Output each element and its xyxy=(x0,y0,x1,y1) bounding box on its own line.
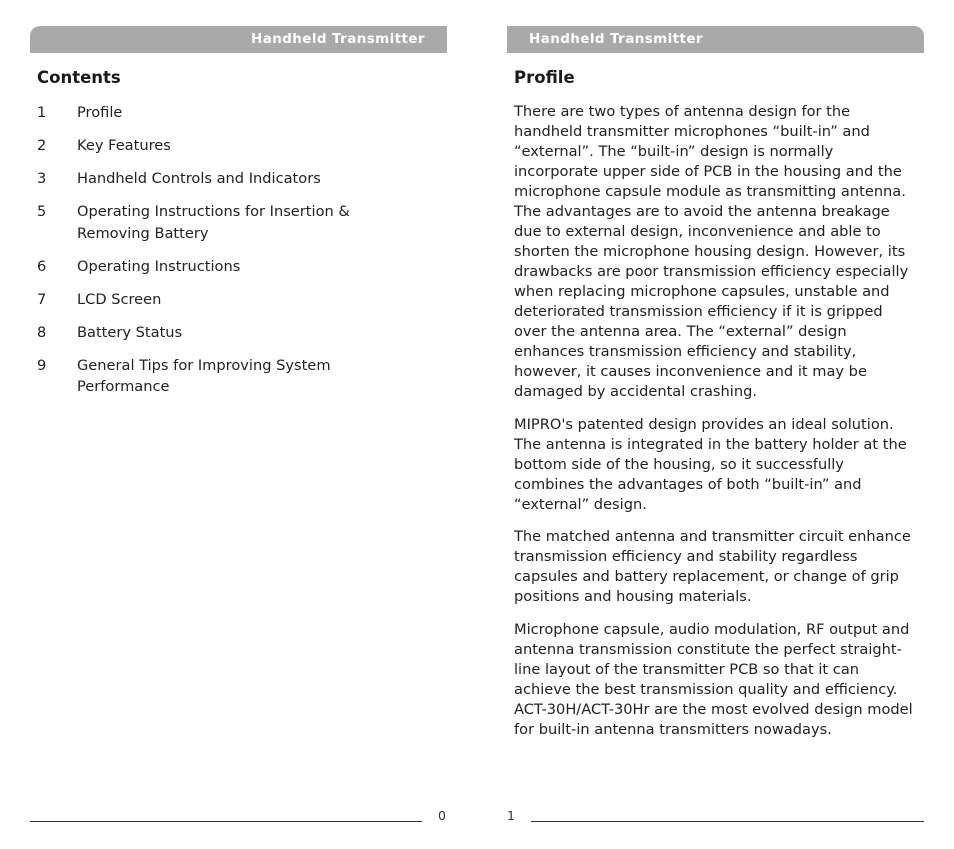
toc-item-number: 6 xyxy=(37,257,47,275)
profile-paragraph: Microphone capsule, audio modulation, RF output and antenna transmission constitute the perfect straight-line layout of the transmitter PCB so that it can achieve the best transmission quality and efficiency. ACT-30H/ACT-30Hr are the most evolved design model for built-in antenna transmitters nowadays. xyxy=(514,620,913,738)
left-header-title: Handheld Transmitter xyxy=(251,31,425,47)
toc-item[interactable] xyxy=(37,135,417,157)
toc-item-number: 7 xyxy=(37,290,47,308)
toc-item-number: 8 xyxy=(37,323,47,341)
right-page-number: 1 xyxy=(507,808,515,823)
toc-item-label: LCD Screen xyxy=(77,290,162,308)
profile-paragraph: The matched antenna and transmitter circuit enhance transmission efficiency and stability regardless capsules and battery replacement, or change of grip positions and housing materials. xyxy=(514,528,911,605)
left-footer-rule xyxy=(30,821,422,822)
toc-item[interactable] xyxy=(37,168,417,190)
toc-item-label: Profile xyxy=(77,104,123,121)
toc-item-number: 1 xyxy=(37,104,47,121)
toc-item-label: Battery Status xyxy=(77,323,183,341)
toc-item[interactable] xyxy=(37,322,417,344)
right-page xyxy=(477,0,954,849)
toc-item[interactable] xyxy=(37,102,417,124)
table-of-contents xyxy=(37,102,417,409)
toc-item-label: General Tips for Improving System Performance xyxy=(77,356,331,395)
toc-item-label: Handheld Controls and Indicators xyxy=(77,170,321,187)
toc-item[interactable] xyxy=(37,201,417,244)
right-header-title: Handheld Transmitter xyxy=(529,31,703,47)
toc-item-number: 5 xyxy=(37,203,47,220)
toc-item-number: 3 xyxy=(37,170,47,187)
toc-item[interactable] xyxy=(37,289,417,311)
left-page-number: 0 xyxy=(438,808,446,823)
toc-item-label: Operating Instructions xyxy=(77,257,241,275)
right-header-bar xyxy=(507,26,924,53)
toc-item[interactable] xyxy=(37,355,417,398)
toc-item-number: 2 xyxy=(37,137,47,154)
profile-paragraph: There are two types of antenna design for the handheld transmitter microphones “built-in” and “external”. The “built-in” design is normally incorporate upper side of PCB in the housing and the microphone capsule module as transmitting antenna. The advantages are to avoid the antenna breakage due to external design, inconvenience and able to shorten the microphone housing design. However, its drawbacks are poor transmission efficiency especially when replacing microphone capsules, unstable and deteriorated transmission efficiency if it is gripped over the antenna area. The “external” design enhances transmission efficiency and stability, however, it causes inconvenience and it may be damaged by accidental crashing. xyxy=(514,103,909,400)
toc-item-label: Key Features xyxy=(77,137,171,154)
toc-item[interactable] xyxy=(37,256,417,278)
left-header-bar xyxy=(30,26,447,53)
profile-body xyxy=(514,102,916,752)
toc-item-label: Operating Instructions for Insertion & Removing Battery xyxy=(77,203,350,242)
right-footer-rule xyxy=(531,821,924,822)
profile-paragraph: MIPRO's patented design provides an ideal solution. The antenna is integrated in the battery holder at the bottom side of the housing, so it successfully combines the advantages of both “built-in” and “external” design. xyxy=(514,415,907,513)
contents-heading: Contents xyxy=(37,68,121,87)
toc-item-number: 9 xyxy=(37,356,47,374)
profile-heading: Profile xyxy=(514,68,575,87)
